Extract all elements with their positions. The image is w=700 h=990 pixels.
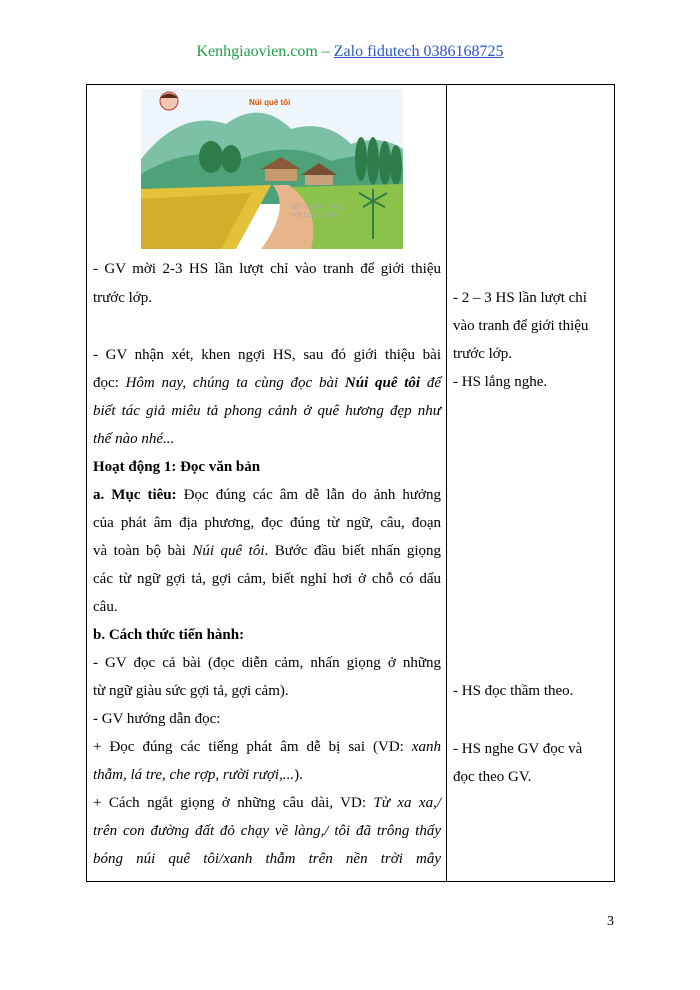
header-zalo-link[interactable]: Zalo fidutech 0386168725 [333, 43, 504, 60]
method-line-5b: ). [294, 767, 303, 783]
method-line-6a: + Cách ngắt giọng ở những câu dài, VD: [93, 795, 374, 811]
objective-line-4: các từ ngữ gợi tả, gợi cảm, biết nghỉ hơi ở chỗ có dấu [93, 571, 441, 587]
objective-line-1 [93, 485, 441, 505]
header-separator: – [317, 43, 334, 60]
p2-line-3: biết tác giả miêu tả phong cảnh ở quê hương đẹp như [93, 403, 441, 419]
column-divider [446, 85, 447, 881]
method-line-5 [93, 765, 303, 785]
objective-label: a. Mục tiêu: [93, 487, 177, 503]
header-site: Kenhgiaovien.com [196, 43, 318, 60]
p2-line-2c: Núi quê tôi [344, 375, 421, 391]
p2-line-1: - GV nhận xét, khen ngợi HS, sau đó giới thiệu bài [93, 347, 441, 363]
p1-line-1: - GV mời 2-3 HS lần lượt chỉ vào tranh để giới thiệu [93, 261, 441, 277]
method-line-4a: + Đọc đúng các tiếng phát âm dễ bị sai (VD: [93, 739, 412, 755]
p2-line-2a: đọc: [93, 375, 126, 391]
method-line-8: bóng núi quê tôi/xanh thẫm trên nền trời mây [93, 851, 441, 867]
student-r1-line-1: - 2 – 3 HS lần lượt chỉ [453, 290, 587, 306]
objective-line-3 [93, 541, 441, 561]
page-number: 3 [607, 914, 614, 929]
method-line-6 [93, 793, 441, 813]
activity-1-heading: Hoạt động 1: Đọc văn bản [93, 459, 261, 475]
method-line-5a: thẫm, lá tre, che rợp, rười rượi,... [93, 767, 295, 783]
objective-line-1-text: Đọc đúng các âm dễ lẫn do ảnh hưởng [176, 487, 441, 503]
student-r2: - HS lắng nghe. [453, 374, 548, 390]
method-line-2: từ ngữ giàu sức gợi tả, gợi cảm). [93, 683, 289, 699]
page-header [0, 43, 700, 61]
student-r4-line-1: - HS nghe GV đọc và [453, 741, 583, 757]
p2-line-2d: để [420, 375, 441, 391]
method-heading: b. Cách thức tiến hành: [93, 627, 245, 643]
p1-line-2: trước lớp. [93, 290, 152, 306]
method-line-1: - GV đọc cả bài (đọc diễn cảm, nhấn giọng ở những [93, 655, 441, 671]
method-line-6b: Từ xa xa,/ [373, 795, 441, 811]
illustration-watermark-1: KẾT NỐI TRI THỨC [291, 205, 346, 211]
lesson-illustration [141, 89, 403, 249]
objective-line-3b: Núi quê tôi [192, 543, 265, 559]
student-r3: - HS đọc thầm theo. [453, 683, 574, 699]
objective-line-2: của phát âm địa phương, đọc đúng từ ngữ, câu, đoạn [93, 515, 441, 531]
student-r1-line-2: vào tranh để giới thiệu [453, 318, 589, 334]
illustration-title: Núi quê tôi [249, 98, 291, 107]
method-line-3: - GV hướng dẫn đọc: [93, 711, 221, 727]
student-r1-line-3: trước lớp. [453, 346, 512, 362]
p2-line-2 [93, 373, 441, 393]
objective-line-5: câu. [93, 599, 118, 615]
p2-line-2b: Hôm nay, chúng ta cùng đọc bài [125, 375, 345, 391]
objective-line-3c: . Bước đầu biết nhấn giọng [264, 543, 442, 559]
method-line-4 [93, 737, 441, 757]
student-r4-line-2: đọc theo GV. [453, 769, 532, 785]
p2-line-4: thế nào nhé... [93, 431, 175, 447]
illustration-watermark-2: VỚI CUỘC SỐNG [291, 213, 341, 219]
method-line-4b: xanh [411, 739, 441, 755]
method-line-7: trên con đường đất đỏ chạy về làng,/ tôi đã trông thấy [93, 823, 441, 839]
lesson-table [86, 84, 615, 882]
objective-line-3a: và toàn bộ bài [93, 543, 193, 559]
